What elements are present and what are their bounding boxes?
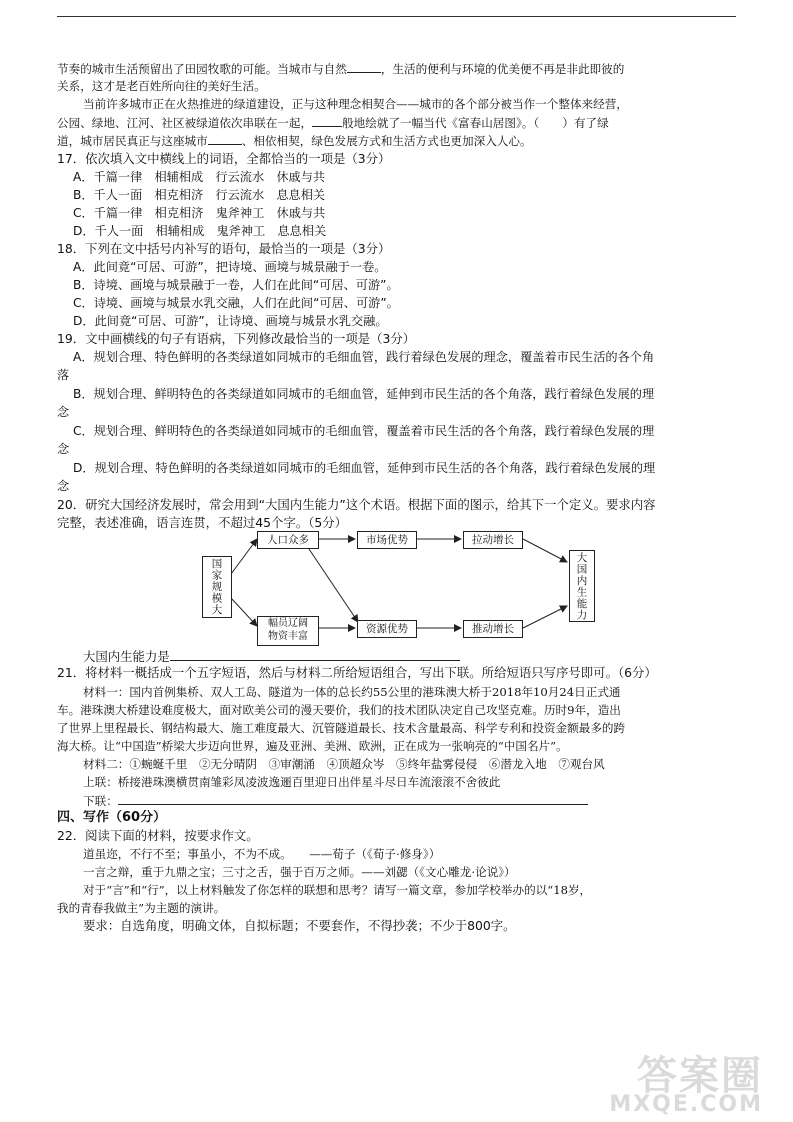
material-1: 材料一：国内首例集桥、双人工岛、隧道为一体的总长约55公里的港珠澳大桥于2018年10月24日正式通 xyxy=(83,685,621,699)
material-1-cont: 了世界上里程最长、钢结构最大、施工难度最大、沉管隧道最长、技术含量最高、科学专利和投资金额最多的跨 xyxy=(57,721,626,735)
arrow xyxy=(523,606,567,628)
watermark-top: 答案圈 xyxy=(637,1053,763,1099)
prompt-text: 对于“言”和“行”，以上材料触发了你怎样的联想和思考？请写一篇文章，参加学校举办的以“18岁， xyxy=(83,883,592,897)
fill-blank xyxy=(347,60,381,73)
lower-couplet-blank xyxy=(118,792,588,805)
upper-couplet: 上联：桥接港珠澳横贯南雏彩凤凌波逸逦百里迎日出伴星斗尽日车流滚滚不舍彼此 xyxy=(83,775,501,789)
option-d-cont: 念 xyxy=(57,479,70,493)
territory-line-1: 幅员辽阔 xyxy=(268,618,308,629)
question-21-stem: 21．将材料一概括成一个五字短语，然后与材料二所给短语组合，写出下联。所给短语只写序号即可。（6分） xyxy=(57,665,657,680)
prompt-text-cont: 我的青春我做主”为主题的演讲。 xyxy=(57,901,226,915)
material-2: 材料二：①蜿蜒千里 ②无分晴阴 ③审潮涌 ④顶超众岑 ⑤终年盐雾侵侵 ⑥潜龙入地 ⑦观台风 xyxy=(83,757,605,771)
option-c: C．规划合理、鲜明特色的各类绿道如同城市的毛细血管，覆盖着市民生活的各个角落，践行着绿色发展的理 xyxy=(73,424,655,438)
option-d: D．千人一面 相辅相成 鬼斧神工 息息相关 xyxy=(73,224,327,238)
box-capacity: 大国内生能力 xyxy=(569,550,595,622)
option-b: B．诗境、画境与城景融于一卷，人们在此间“可居、可游”。 xyxy=(73,278,399,292)
material-1-cont: 车。港珠澳大桥建设难度极大，面对欧美公司的漫天要价，我们的技术团队决定自己攻坚克难。历时9年，造出 xyxy=(57,703,621,717)
question-17-stem: 17．依次填入文中横线上的词语，全都恰当的一项是（3分） xyxy=(57,151,391,166)
text-line: 当前许多城市正在火热推进的绿道建设，正与这种理念相契合——城市的各个部分被当作一个整体来经营， xyxy=(83,97,628,111)
arrow xyxy=(231,539,257,574)
question-20-stem-cont: 完整，表述准确，语言连贯，不超过45个字。（5分） xyxy=(57,515,348,530)
option-a: A．规划合理、特色鲜明的各类绿道如同城市的毛细血管，践行着绿色发展的理念，覆盖着市民生活的各个角 xyxy=(73,350,655,364)
box-population: 人口众多 xyxy=(257,531,319,549)
option-b-cont: 念 xyxy=(57,405,70,419)
fill-blank xyxy=(312,114,342,127)
text-line: 道，城市居民真正与这座城市 、相依相契，绿色发展方式和生活方式也更加深入人心。 xyxy=(57,134,532,148)
answer-blank xyxy=(170,648,460,661)
option-c: C．千篇一律 相克相济 鬼斧神工 休戚与共 xyxy=(73,206,326,220)
option-b: B．千人一面 相克相济 行云流水 息息相关 xyxy=(73,188,326,202)
material-1-cont: 海大桥。让“中国造”桥梁大步迈向世界，遍及亚洲、美洲、欧洲，正在成为一张响亮的“中国名片”。 xyxy=(57,739,568,753)
box-scale: 国家规模大 xyxy=(202,556,232,618)
question-18-stem: 18．下列在文中括号内补写的语句，最恰当的一项是（3分） xyxy=(57,241,391,256)
answer-line: 大国内生能力是 xyxy=(83,648,737,665)
watermark-logo xyxy=(593,1042,773,1122)
fill-blank xyxy=(208,132,242,145)
section-writing-title: 四、写作（60分） xyxy=(57,810,167,825)
box-market: 市场优势 xyxy=(357,531,417,549)
lower-couplet: 下联： xyxy=(83,792,737,809)
box-territory xyxy=(257,616,319,646)
watermark-bottom: MXQE.COM xyxy=(609,1092,763,1117)
quote-xunzi: 道虽迩，不行不至；事虽小，不为不成。 ——荀子（《荀子·修身》） xyxy=(83,847,441,861)
arrow xyxy=(523,539,567,562)
arrow xyxy=(307,546,358,622)
box-push: 推动增长 xyxy=(463,620,523,638)
box-pull: 拉动增长 xyxy=(463,531,523,549)
box-resource: 资源优势 xyxy=(357,620,417,638)
option-c: C．诗境、画境与城景水乳交融，人们在此间“可居、可游”。 xyxy=(73,296,399,310)
question-22-stem: 22．阅读下面的材料，按要求作文。 xyxy=(57,828,259,843)
requirements: 要求：自选角度，明确文体，自拟标题；不要套作，不得抄袭；不少于800字。 xyxy=(83,918,516,933)
text-line: 关系，这才是老百姓所向往的美好生活。 xyxy=(57,79,266,93)
option-a-cont: 落 xyxy=(57,368,70,382)
question-19-stem: 19．文中画横线的句子有语病，下列修改最恰当的一项是（3分） xyxy=(57,331,416,346)
option-d: D．此间竟“可居、可游”，让诗境、画境与城景水乳交融。 xyxy=(73,314,388,328)
text-line: 节奏的城市生活预留出了田园牧歌的可能。当城市与自然 ，生活的便利与环境的优美便不再是非此即彼的 xyxy=(57,62,625,76)
header-rule xyxy=(57,16,736,17)
option-d: D．规划合理、特色鲜明的各类绿道如同城市的毛细血管，延伸到市民生活的各个角落，践行着绿色发展的理 xyxy=(73,461,656,475)
option-a: A．此间竟“可居、可游”，把诗境、画境与城景融于一卷。 xyxy=(73,260,387,274)
quote-liuxie: 一言之辩，重于九鼎之宝；三寸之舌，强于百万之师。——刘勰（《文心雕龙·论说》） xyxy=(83,865,516,879)
arrow xyxy=(231,598,257,626)
question-20-stem: 20．研究大国经济发展时，常会用到“大国内生能力”这个术语。根据下面的图示，给其下一个定义。要求内容 xyxy=(57,497,656,512)
territory-line-2: 物资丰富 xyxy=(268,631,308,642)
flow-diagram xyxy=(195,522,595,648)
option-a: A．千篇一律 相辅相成 行云流水 休戚与共 xyxy=(73,170,326,184)
option-c-cont: 念 xyxy=(57,442,70,456)
option-b: B．规划合理、鲜明特色的各类绿道如同城市的毛细血管，延伸到市民生活的各个角落，践行着绿色发展的理 xyxy=(73,387,655,401)
text-line: 公园、绿地、江河、社区被绿道依次串联在一起， 般地绘就了一幅当代《富春山居图》。（ ）有了绿 xyxy=(57,116,609,130)
